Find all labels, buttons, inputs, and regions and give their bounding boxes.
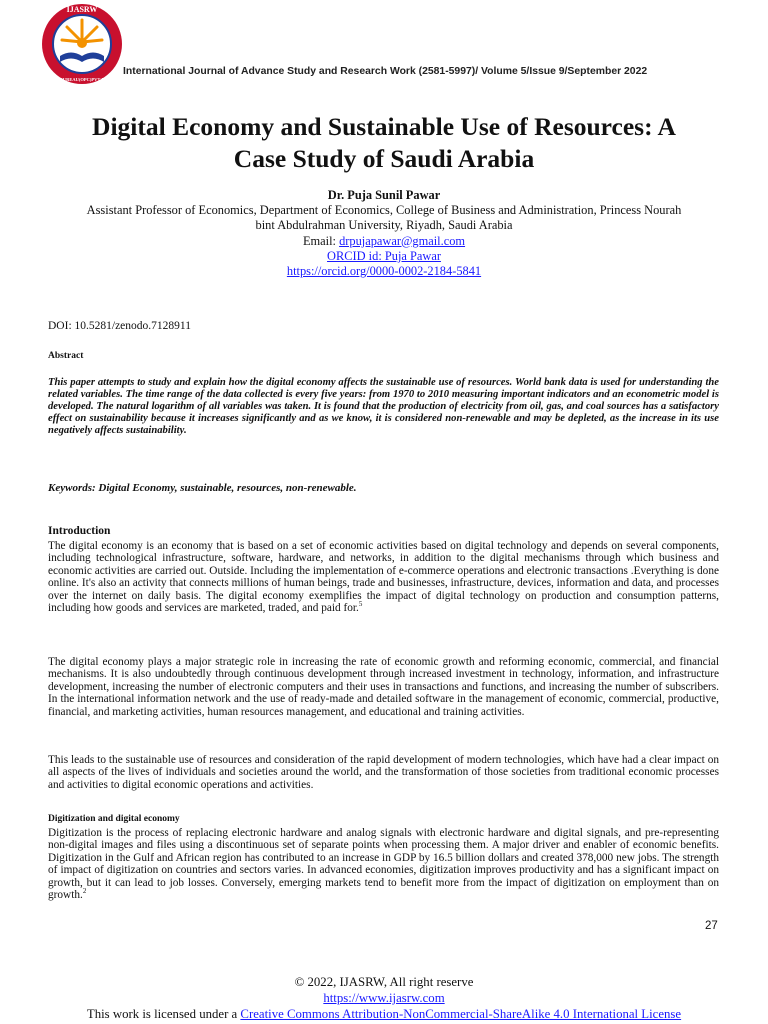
page-number: 27 [705, 920, 718, 932]
footer-site-line [0, 991, 768, 1007]
abstract-text: This paper attempts to study and explain how the digital economy affects the sustainable use of resources. World bank data is used for understanding the related variables. The time range of the data collected is every five years: from 1970 to 2010 measuring important indicators and an econometric model is developed. The natural logarithm of all variables was taken. It is found that the production of electricity from oil, gas, and coal sources has a satisfactory effect on sustainability because it increases significantly and as we know, it is considered non-renewable and may be depleted, as the increase in its use negatively affects sustainability. [48, 377, 719, 436]
logo-text-side: ALBUREAU(OPC)PVT LTD [53, 77, 111, 82]
reference-superscript: 2 [82, 887, 87, 896]
affiliation-line-2: bint Abdulrahman University, Riyadh, Saudi Arabia [255, 218, 513, 233]
journal-header-line: International Journal of Advance Study and Research Work (2581-5997)/ Volume 5/Issue 9/September 2022 [123, 66, 648, 77]
doi: DOI: 10.5281/zenodo.7128911 [48, 320, 191, 332]
orcid-url-link[interactable]: https://orcid.org/0000-0002-2184-5841 [286, 264, 482, 279]
logo-emblem-icon [40, 2, 124, 86]
email-label: Email: [302, 233, 340, 248]
paper-title [40, 111, 728, 175]
digitization-paragraph [48, 827, 719, 901]
author-block [40, 188, 728, 279]
footer-license-link[interactable]: Creative Commons Attribution-NonCommercial-ShareAlike 4.0 International License [240, 1007, 682, 1021]
footer-copyright: © 2022, IJASRW, All right reserve [294, 975, 474, 989]
keywords: Keywords: Digital Economy, sustainable, resources, non-renewable. [48, 482, 357, 494]
introduction-paragraph-1 [48, 540, 719, 614]
journal-logo [40, 2, 124, 86]
reference-superscript: 5 [358, 600, 363, 609]
author-name: Dr. Puja Sunil Pawar [327, 188, 441, 202]
email-line [40, 234, 728, 249]
email-link[interactable]: drpujapawar@gmail.com [339, 233, 466, 248]
footer-license-prefix: This work is licensed under a [86, 1007, 241, 1021]
logo-text-top: IJASRW [66, 5, 98, 14]
affiliation-line-1: Assistant Professor of Economics, Department of Economics, College of Business and Administration, Princess Nourah [86, 203, 682, 218]
paper-title-line-2: Case Study of Saudi Arabia [233, 144, 535, 173]
abstract-heading: Abstract [48, 351, 84, 361]
paper-title-line-1: Digital Economy and Sustainable Use of Resources: A [92, 112, 676, 141]
orcid-link[interactable]: ORCID id: Puja Pawar [327, 248, 441, 263]
footer-license-line [0, 1007, 768, 1023]
introduction-heading: Introduction [48, 525, 111, 537]
introduction-paragraph-3: This leads to the sustainable use of resources and consideration of the rapid development of modern technologies, which have had a clear impact on all aspects of the lives of individuals and societies around the world, and the transformation of those societies from traditional economic processes and activities to digital economic operations and activities. [48, 754, 719, 791]
digitization-paragraph-text: Digitization is the process of replacing electronic hardware and analog signals with electronic hardware and digital signals, and pre-representing non-digital images and files using a discontinuous set of separate points when processing them. A major driver and enabler of economic benefits. Digitization in the Gulf and African region has contributed to an increase in GDP by 16.5 billion dollars and created 378,000 new jobs. The strength of impact of digitization on countries and sectors varies. In advanced economies, digitization improves productivity and has a significant impact on growth, but it can lead to job losses. Conversely, emerging markets tend to benefit more from the impact of digitization on employment than on growth. [48, 827, 719, 902]
introduction-paragraph-2: The digital economy plays a major strategic role in increasing the rate of economic growth and reforming economic, commercial, and financial mechanisms. It is also undoubtedly through continuous development through increased investment in technology, information, and infrastructure development, increasing the number of electronic computers and their uses in transactions and functions, and increasing the number of subscribers. In the international information network and the use of ready-made and detailed software in the management of economic, commercial, productive, financial, and marketing activities, human resources management, and educational and training activities. [48, 656, 719, 718]
digitization-heading: Digitization and digital economy [48, 814, 180, 824]
introduction-paragraph-1-text: The digital economy is an economy that is based on a set of economic activities based on digital technology and depends on several components, including technological infrastructure, software, hardware, and networks, in addition to the digital mechanisms through which business and economic activities are carried out. Outside. Including the implementation of e-commerce operations and electronic transactions .Everything is done online. It's also an activity that connects millions of human beings, trade and businesses, infrastructure, devices, information and data, and processes over the internet on daily basis. The digital economy exemplifies the impact of digital technology on production and consumption patterns, including how goods and services are marketed, traded, and paid for. [48, 540, 719, 615]
footer-site-link[interactable]: https://www.ijasrw.com [323, 991, 445, 1005]
